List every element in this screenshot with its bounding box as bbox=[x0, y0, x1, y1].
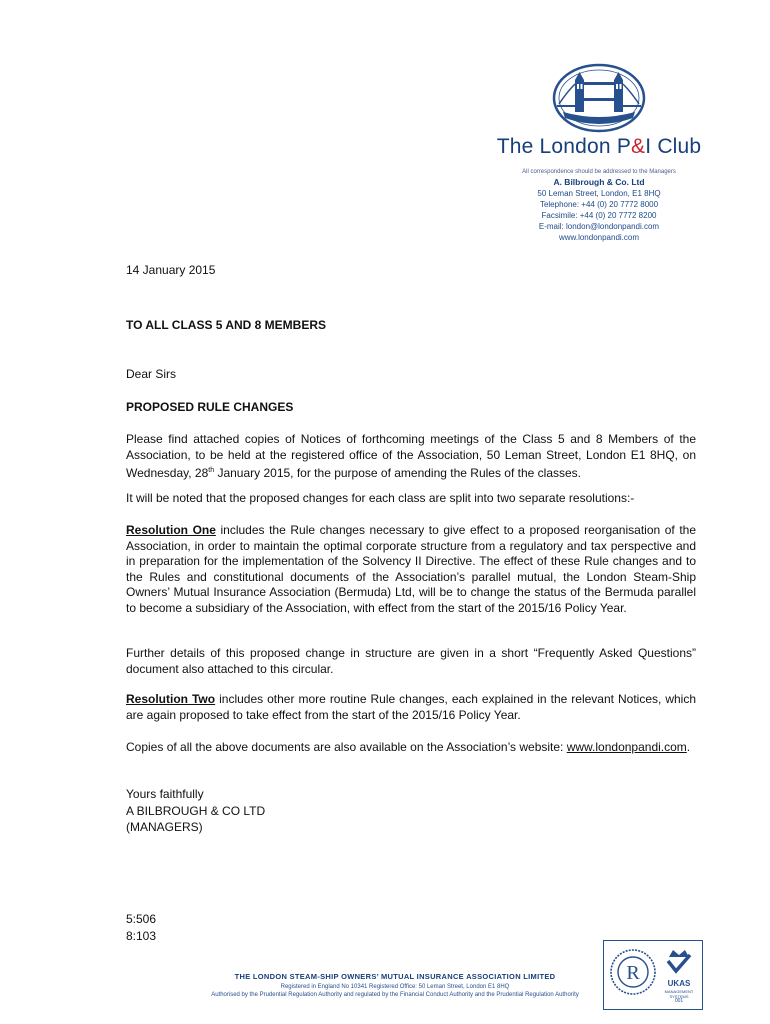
reference-class-8: 8:103 bbox=[126, 929, 157, 943]
footer-registration: Registered in England No 10341 Registered Office: 50 Leman Street, London E1 8HQ bbox=[280, 984, 510, 990]
ukas-sub-label: MANAGEMENT SYSTEMS bbox=[664, 989, 694, 999]
facsimile: Facsimile: +44 (0) 20 7772 8200 bbox=[541, 211, 657, 220]
paragraph-notices: Please find attached copies of Notices of forthcoming meetings of the Class 5 and 8 Members of the Association, to be held at the registered office of the Association, 50 Leman Street, London E1 8HQ, on Wednesday, 28th January 2015, for the purpose of amending the Rules of the classes. bbox=[126, 432, 696, 481]
managers-address bbox=[484, 177, 714, 243]
signatory-role: (MANAGERS) bbox=[126, 820, 203, 834]
reference-class-5: 5:506 bbox=[126, 912, 157, 926]
street-address: 50 Leman Street, London, E1 8HQ bbox=[537, 189, 661, 198]
footer-authorisation: Authorised by the Prudential Regulation Authority and regulated by the Financial Conduct Authority and the Prudential Regulation Authority bbox=[211, 992, 579, 998]
email: E-mail: london@londonpandi.com bbox=[538, 222, 660, 231]
letter-date: 14 January 2015 bbox=[126, 263, 216, 277]
club-name: The London P&I Club bbox=[496, 135, 702, 158]
paragraph-website: Copies of all the above documents are also available on the Association’s website: www.londonpandi.com. bbox=[126, 740, 691, 754]
paragraph-resolution-one: Resolution One includes the Rule changes necessary to give effect to a proposed reorganisation of the Association, in order to maintain the optimal corporate structure from a regulatory and tax perspective and in preparation for the implementation of the Solvency II Directive. The effect of these Rule changes and to the Rules and constitutional documents of the Association’s parallel mutual, the London Steam-Ship Owners’ Mutual Insurance Association (Bermuda) Ltd, will be to change the status of the Bermuda parallel to become a subsidiary of the Association, with effect from the start of the 2015/16 Policy Year. bbox=[126, 523, 696, 615]
paragraph-resolution-two: Resolution Two includes other more routine Rule changes, each explained in the relevant Notices, which are again proposed to take effect from the start of the 2015/16 Policy Year. bbox=[126, 692, 696, 722]
cert-number: 001 bbox=[674, 998, 684, 1004]
salutation: Dear Sirs bbox=[126, 367, 177, 381]
firm-name: A. Bilbrough & Co. Ltd bbox=[553, 177, 645, 187]
website: www.londonpandi.com bbox=[558, 233, 640, 242]
website-link[interactable]: www.londonpandi.com bbox=[566, 740, 687, 754]
tower-bridge-emblem-icon bbox=[551, 62, 647, 134]
letterhead bbox=[484, 62, 714, 243]
correspondence-note: All correspondence should be addressed to the Managers bbox=[522, 169, 676, 175]
closing: Yours faithfully bbox=[126, 787, 204, 801]
footer-company-name: THE LONDON STEAM-SHIP OWNERS’ MUTUAL INSURANCE ASSOCIATION LIMITED bbox=[234, 972, 556, 981]
footer bbox=[150, 972, 640, 998]
resolution-one-label: Resolution One bbox=[126, 523, 216, 537]
subject: PROPOSED RULE CHANGES bbox=[126, 400, 294, 414]
signatory: A BILBROUGH & CO LTD bbox=[126, 804, 266, 818]
telephone: Telephone: +44 (0) 20 7772 8000 bbox=[539, 200, 659, 209]
paragraph-resolutions: It will be noted that the proposed changes for each class are split into two separate resolutions:- bbox=[126, 491, 635, 505]
ukas-label: UKAS bbox=[667, 979, 691, 988]
recipients: TO ALL CLASS 5 AND 8 MEMBERS bbox=[126, 318, 327, 332]
svg-text:R: R bbox=[626, 962, 640, 984]
paragraph-faq: Further details of this proposed change in structure are given in a short “Frequently Asked Questions” document also attached to this circular. bbox=[126, 646, 696, 676]
resolution-two-label: Resolution Two bbox=[126, 692, 216, 706]
crown-tick-icon bbox=[662, 945, 696, 979]
